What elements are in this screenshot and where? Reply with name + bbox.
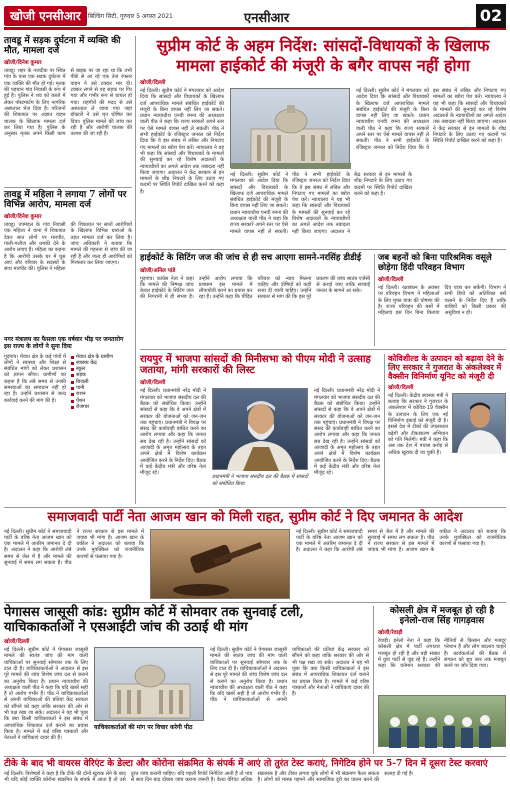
list-item: पानी — [71, 385, 131, 391]
dateline: बिल्डिंग सिटी, गुरुवार 5 अगस्त 2021 — [88, 13, 173, 20]
health-minister-photo — [452, 393, 506, 453]
article-body: नई दिल्ली। केंद्रीय स्वास्थ्य मंत्री ने बताया कि सरकार ने गुजरात के अंकलेश्वर में कोविड-19 वैक्सीन के उत्पादन के लिए एक नई विनिर्माण इकाई को मंजूरी दी है। इससे देश में टीकों की उपलब्धता बढ़ेगी और टीकाकरण अभियान को गति मिलेगी। मंत्री ने कहा कि अब तक देश में पचास करोड़ से अधिक खुराक दी जा चुकी हैं। — [388, 392, 448, 456]
page-number: 02 — [476, 4, 506, 28]
inld-meeting-photo — [378, 695, 506, 747]
article-pegasus — [4, 606, 369, 754]
person-icon — [453, 394, 507, 454]
subhead: नगर मंत्रालय का फैसला एक वर्षवार भीड़ पर जनतारोग इस राज्य के लोगों ने सुना दिया — [4, 336, 124, 350]
supreme-court-photo — [230, 88, 350, 168]
headline: तावडू में महिला ने लगाया 7 लोगों पर विभिन्न आरोप, मामला दर्ज — [4, 190, 127, 211]
article-azam-khan — [4, 511, 506, 599]
article-covid-test — [4, 759, 506, 796]
byline: खोजी/दिनेश कुमार — [4, 60, 42, 67]
list-item: स्कूल — [71, 366, 131, 372]
article-covishield — [388, 354, 506, 504]
subhead: याचिकाकर्ताओं की मांग पर विचार करेगी पीठ — [94, 724, 193, 732]
article-body-left: नई दिल्ली। सुप्रीम कोर्ट ने समाजवादी पार्टी के वरिष्ठ नेता आजम खान को एक मामले में अंतरिम जमानत दे दी है। अदालत ने कहा कि आरोपी लंबे समय से जेल में है और मामले की सुनवाई में समय लग सकता है। पीठ ने राज्य सरकार से इस मामले में जवाब भी मांगा है। आजम खान के वकील ने अदालत को बताया कि उनके मुवक्किल को राजनीतिक कारणों से फंसाया गया है। — [4, 528, 144, 567]
article-body-right: नई दिल्ली। सुप्रीम कोर्ट ने मंगलवार को आदेश दिया कि सांसदों और विधायकों के खिलाफ दर्ज आपराधिक मामले संबंधित हाईकोर्ट की मंजूरी के बिना वापस नहीं लिए जा सकते। प्रधान न्यायाधीश एनवी रमना की अध्यक्षता वाली पीठ ने कहा कि राज्य सरकारें अपने स्तर पर ऐसे मामले वापस नहीं ले सकतीं। पीठ ने सभी हाईकोर्ट के रजिस्ट्रार जनरल को निर्देश दिया कि वे इस संबंध में लंबित और निपटाए गए मामलों का ब्योरा पेश करें। न्यायालय ने यह भी कहा कि सांसदों और विधायकों के मामलों की सुनवाई कर रहे विशेष अदालतों के न्यायाधीशों का अगले आदेश तक तबादला नहीं किया जाएगा। अदालत ने केंद्र सरकार से इन मामलों के शीघ्र निपटारे के लिए उठाए गए कदमों पर स्थिति रिपोर्ट दाखिल करने को कहा है। — [356, 88, 506, 151]
lead-headline: सुप्रीम कोर्ट के अहम निर्देश: सांसदों-विधायकों के खिलाफ मामला हाईकोर्ट की मंजूरी के बगैर वापस नहीं होगा — [156, 36, 490, 75]
byline: खोजी/दिल्ली — [140, 380, 166, 387]
article-supreme-court-mps — [140, 36, 506, 246]
article-high-court-judge — [140, 254, 370, 346]
byline: खोजी/दिल्ली — [378, 277, 404, 284]
headline: टीके के बाद भी वायरस वेरिएंट के डेल्टा और कोरोना संक्रमित के संपर्क में आएं तो तुरंत टेस्ट कराएं, निगेटिव होने पर 5-7 दिन में दूसरा टेस्ट करवाएं — [4, 759, 488, 769]
court-building-icon — [231, 89, 351, 169]
article-body: नई दिल्ली। रक्षाबंधन के अवसर पर परिवहन विभाग ने महिलाओं के लिए मुफ्त यात्रा की घोषणा की है। राज्य परिवहन की बसों में महिलाएं इस दिन बिना किराया दिए यात्रा कर सकेंगी। विभाग ने सभी डिपो को अतिरिक्त बसें चलाने के निर्देश दिए हैं ताकि यात्रियों को किसी प्रकार की असुविधा न हो। — [378, 285, 506, 317]
headline: तावडू में सड़क दुर्घटना में व्यक्ति की मौत, मामला दर्ज — [4, 36, 121, 57]
article-inld-kosli — [378, 606, 506, 754]
article-woman-complaint — [4, 190, 132, 504]
list-item: राशन — [71, 391, 131, 397]
newspaper-page — [4, 4, 506, 796]
article-body-left: नई दिल्ली। प्रधानमंत्री नरेंद्र मोदी ने मंगलवार को भाजपा संसदीय दल की बैठक को संबोधित किया। उन्होंने सांसदों से कहा कि वे अपने क्षेत्रों में सरकार की योजनाओं को जन-जन तक पहुंचाएं। प्रधानमंत्री ने विपक्ष पर संसद की कार्यवाही बाधित करने का आरोप लगाया और कहा कि जनता सब देख रही है। उन्होंने सांसदों को आजादी के अमृत महोत्सव के तहत अपने क्षेत्रों में विशेष कार्यक्रम आयोजित करने के निर्देश दिए। बैठक में कई केंद्रीय मंत्री और वरिष्ठ नेता मौजूद रहे। — [140, 388, 206, 477]
list-item: सड़क — [71, 372, 131, 378]
article-body: नई दिल्ली। विशेषज्ञों ने कहा है कि टीके की दोनों खुराक लेने के बाद भी यदि कोई व्यक्ति कोरोना संक्रमित के संपर्क में आता है तो उसे तुरंत जांच करानी चाहिए। यदि पहली रिपोर्ट निगेटिव आती है तो पांच से सात दिन बाद दोबारा जांच कराना जरूरी है। डेल्टा वेरिएंट अधिक संक्रामक है और टीका लगवा चुके लोगों में भी संक्रमण फैला सकता है। लोगों को मास्क पहनने और सामाजिक दूरी का पालन करने की सलाह दी गई है। — [4, 771, 414, 784]
article-pm-modi — [140, 354, 380, 504]
list-item: पेंशन — [71, 398, 131, 404]
byline: खोजी/दिल्ली — [140, 80, 166, 86]
article-transport-dept — [378, 254, 506, 346]
list-item: स्वास्थ्य केंद्र — [71, 360, 131, 366]
article-body: तावडू। उपमंडल के गांव निवासी एक महिला ने थाना में शिकायत देकर सात लोगों पर मारपीट, गाली-गलौज और धमकी देने के आरोप लगाए हैं। महिला का कहना है कि आरोपी उसके घर में घुस आए और परिवार के सदस्यों के साथ मारपीट की। पुलिस ने महिला की शिकायत पर सातों आरोपियों के खिलाफ विभिन्न धाराओं के तहत मामला दर्ज कर लिया है। जांच अधिकारी ने बताया कि मामले की गहनता से जांच की जा रही है और जल्द ही आरोपियों को गिरफ्तार कर लिया जाएगा। — [4, 222, 132, 273]
list-item: रोजगार — [71, 404, 131, 410]
headline: पेगासस जासूसी कांड: सुप्रीम कोर्ट में सोमवार तक सुनवाई टली, याचिकाकर्ताओं ने एसआईटी जांच की उठाई थी मांग — [4, 605, 304, 635]
headline: जब बहनों को बिना पारिश्रमिक वसूले छोड़ेगा हिंदी परिवहन विभाग — [378, 253, 492, 273]
page-header — [4, 4, 506, 30]
byline: खोजी/अनिल पांडे — [140, 267, 176, 274]
supreme-court-photo — [94, 647, 204, 721]
headline: रायपुर में भाजपा सांसदों की मिनीसभा को पीएम मोदी ने उत्साह जताया, मांगी सरकारों की लिस्ट — [140, 354, 371, 377]
article-body: गुड़गांव। कांग्रेस नेता ने कहा कि मामले की निष्पक्ष जांच केवल हाईकोर्ट के सिटिंग जज की निगरानी में ही संभव है। उन्होंने आरोप लगाया कि प्रशासन इस मामले में लीपापोती करने का प्रयास कर रहा है। उन्होंने कहा कि पीड़ित परिवार को न्याय मिलना चाहिए और दोषियों को कड़ी सजा दी जानी चाहिए। उन्होंने सरकार से मांग की कि इस पूरे प्रकरण की जांच स्वतंत्र एजेंसी से कराई जाए ताकि सच्चाई जनता के सामने आ सके। — [140, 275, 370, 301]
headline: समाजवादी पार्टी नेता आजम खान को मिली राहत, सुप्रीम कोर्ट ने दिए जमानत के आदेश — [47, 510, 463, 525]
section-title: एनसीआर — [244, 11, 290, 26]
headline: हाईकोर्ट के सिटिंग जज की जांच से ही सच आएगा सामने-नरसिंह डीडीई — [140, 253, 362, 263]
court-building-icon — [95, 648, 205, 722]
article-body: रेवाड़ी। इनेलो नेता ने कहा कि कोसली क्षेत्र में पार्टी लगातार मजबूत हो रही है और बड़ी संख्या में युवा पार्टी से जुड़ रहे हैं। उन्होंने कहा कि वर्तमान सरकार की नीतियों से किसान और मजदूर परेशान हैं और लोग बदलाव चाहते हैं। कार्यकर्ताओं की बैठक में संगठन को बूथ स्तर तक मजबूत करने पर जोर दिया गया। — [378, 638, 506, 670]
article-body-left: नई दिल्ली। सुप्रीम कोर्ट ने मंगलवार को आदेश दिया कि सांसदों और विधायकों के खिलाफ दर्ज आपराधिक मामले संबंधित हाईकोर्ट की मंजूरी के बिना वापस नहीं लिए जा सकते। प्रधान न्यायाधीश एनवी रमना की अध्यक्षता वाली पीठ ने कहा कि राज्य सरकारें अपने स्तर पर ऐसे मामले वापस नहीं ले सकतीं। पीठ ने सभी हाईकोर्ट के रजिस्ट्रार जनरल को निर्देश दिया कि वे इस संबंध में लंबित और निपटाए गए मामलों का ब्योरा पेश करें। न्यायालय ने यह भी कहा कि सांसदों और विधायकों के मामलों की सुनवाई कर रहे विशेष अदालतों के न्यायाधीशों का अगले आदेश तक तबादला नहीं किया जाएगा। अदालत ने केंद्र सरकार से इन मामलों के शीघ्र निपटारे के लिए उठाए गए कदमों पर स्थिति रिपोर्ट दाखिल करने को कहा है। — [140, 88, 224, 195]
article-body-right: नई दिल्ली। सुप्रीम कोर्ट ने पेगासस जासूसी मामले की स्वतंत्र जांच की मांग वाली याचिकाओं पर सुनवाई सोमवार तक के लिए टाल दी है। याचिकाकर्ताओं ने अदालत से इस पूरे मामले की जांच विशेष जांच दल से कराने का अनुरोध किया है। प्रधान न्यायाधीश की अध्यक्षता वाली पीठ ने कहा कि यदि खबरें सही हैं तो आरोप गंभीर हैं। पीठ ने याचिकाकर्ताओं से अपनी याचिकाओं की प्रतियां केंद्र सरकार को सौंपने को कहा ताकि सरकार की ओर से भी पक्ष रखा जा सके। अदालत ने यह भी पूछा कि क्या किसी याचिकाकर्ता ने इस संबंध में आपराधिक शिकायत दर्ज कराने का प्रयास किया है। मामले में कई वरिष्ठ पत्रकारों और नेताओं ने याचिकाएं दायर की हैं। — [210, 647, 369, 704]
bullet-list — [71, 354, 131, 494]
byline: खोजी/दिल्ली — [4, 639, 30, 646]
gavel-photo — [150, 529, 290, 599]
headline: कोविशील्ड के उत्पादन को बढ़ावा देने के लिए सरकार ने गुजरात के अंकलेश्वर में वैक्सीन विनिर्माण यूनिट को मंजूरी दी — [388, 353, 504, 381]
article-body: तावडू। शहर के नजदीक पर स्थित गांव के पास एक सड़क दुर्घटना में एक व्यक्ति की मौत हो गई। मृतक की पहचान गांव निवासी के रूप में हुई है। पुलिस ने शव को कब्जे में लेकर पोस्टमार्टम के लिए नागरिक अस्पताल भेज दिया है। परिजनों की शिकायत पर अज्ञात वाहन चालक के खिलाफ मामला दर्ज कर लिया गया है। पुलिस के अनुसार मृतक अपने किसी काम से बाइक पर जा रहा था कि तभी पीछे से आ रहे एक तेज रफ्तार वाहन ने उसे टक्कर मार दी। टक्कर लगने से वह सड़क पर गिर गया और गंभीर रूप से घायल हो गया। राहगीरों की मदद से उसे अस्पताल ले जाया गया जहां डॉक्टरों ने उसे मृत घोषित कर दिया। पुलिस मामले की जांच कर रही है और आरोपी चालक की तलाश की जा रही है। — [4, 68, 132, 138]
article-body-mid: नई दिल्ली। सुप्रीम कोर्ट ने मंगलवार को आदेश दिया कि सांसदों और विधायकों के खिलाफ दर्ज आपराधिक मामले संबंधित हाईकोर्ट की मंजूरी के बिना वापस नहीं लिए जा सकते। प्रधान न्यायाधीश एनवी रमना की अध्यक्षता वाली पीठ ने कहा कि राज्य सरकारें अपने स्तर पर ऐसे मामले वापस नहीं ले सकतीं। पीठ ने सभी हाईकोर्ट के रजिस्ट्रार जनरल को निर्देश दिया कि वे इस संबंध में लंबित और निपटाए गए मामलों का ब्योरा पेश करें। न्यायालय ने यह भी कहा कि सांसदों और विधायकों के मामलों की सुनवाई कर रहे विशेष अदालतों के न्यायाधीशों का अगले आदेश तक तबादला नहीं किया जाएगा। अदालत ने केंद्र सरकार से इन मामलों के शीघ्र निपटारे के लिए उठाए गए कदमों पर स्थिति रिपोर्ट दाखिल करने को कहा है। — [230, 172, 412, 235]
article-body-2: गुड़गांव। मेवात क्षेत्र के कई गांवों में लोगों ने स्वास्थ्य और शिक्षा से संबंधित मांगों को लेकर प्रशासन को ज्ञापन सौंपा। ग्रामीणों का कहना है कि लंबे समय से उनकी समस्याओं का समाधान नहीं हो रहा है। उन्होंने प्रशासन से जल्द कार्रवाई करने की मांग की है। — [4, 353, 66, 404]
crowd-icon — [379, 696, 507, 748]
person-icon — [213, 389, 309, 471]
list-item: मेवात क्षेत्र के ग्रामीण — [71, 354, 131, 360]
article-body-left: नई दिल्ली। सुप्रीम कोर्ट ने पेगासस जासूसी मामले की स्वतंत्र जांच की मांग वाली याचिकाओं पर सुनवाई सोमवार तक के लिए टाल दी है। याचिकाकर्ताओं ने अदालत से इस पूरे मामले की जांच विशेष जांच दल से कराने का अनुरोध किया है। प्रधान न्यायाधीश की अध्यक्षता वाली पीठ ने कहा कि यदि खबरें सही हैं तो आरोप गंभीर हैं। पीठ ने याचिकाकर्ताओं से अपनी याचिकाओं की प्रतियां केंद्र सरकार को सौंपने को कहा ताकि सरकार की ओर से भी पक्ष रखा जा सके। अदालत ने यह भी पूछा कि क्या किसी याचिकाकर्ता ने इस संबंध में आपराधिक शिकायत दर्ज कराने का प्रयास किया है। मामले में कई वरिष्ठ पत्रकारों और नेताओं ने याचिकाएं दायर की हैं। — [4, 647, 88, 742]
list-item: बिजली — [71, 379, 131, 385]
byline: खोजी/दिनेश कुमार — [4, 214, 42, 221]
article-body-right: नई दिल्ली। सुप्रीम कोर्ट ने समाजवादी पार्टी के वरिष्ठ नेता आजम खान को एक मामले में अंतरिम जमानत दे दी है। अदालत ने कहा कि आरोपी लंबे समय से जेल में है और मामले की सुनवाई में समय लग सकता है। पीठ ने राज्य सरकार से इस मामले में जवाब भी मांगा है। आजम खान के वकील ने अदालत को बताया कि उनके मुवक्किल को राजनीतिक कारणों से फंसाया गया है। — [296, 528, 506, 554]
photo-caption: प्रधानमंत्री ने भाजपा संसदीय दल की बैठक में सांसदों को संबोधित किया — [212, 474, 308, 487]
headline: कोसली क्षेत्र में मजबूत हो रही है इनेलो-राज सिंह गागड़वास — [389, 606, 495, 627]
gavel-icon — [151, 530, 291, 600]
masthead-brand: खोजी एनसीआर — [4, 6, 87, 26]
article-road-accident — [4, 36, 132, 184]
byline: खोजी/दिल्ली — [388, 384, 414, 391]
article-body-right: नई दिल्ली। प्रधानमंत्री नरेंद्र मोदी ने मंगलवार को भाजपा संसदीय दल की बैठक को संबोधित किया। उन्होंने सांसदों से कहा कि वे अपने क्षेत्रों में सरकार की योजनाओं को जन-जन तक पहुंचाएं। प्रधानमंत्री ने विपक्ष पर संसद की कार्यवाही बाधित करने का आरोप लगाया और कहा कि जनता सब देख रही है। उन्होंने सांसदों को आजादी के अमृत महोत्सव के तहत अपने क्षेत्रों में विशेष कार्यक्रम आयोजित करने के निर्देश दिए। बैठक में कई केंद्रीय मंत्री और वरिष्ठ नेता मौजूद रहे। — [314, 388, 380, 477]
byline: खोजी/रेवाड़ी — [378, 630, 403, 637]
pm-modi-photo — [212, 388, 308, 470]
